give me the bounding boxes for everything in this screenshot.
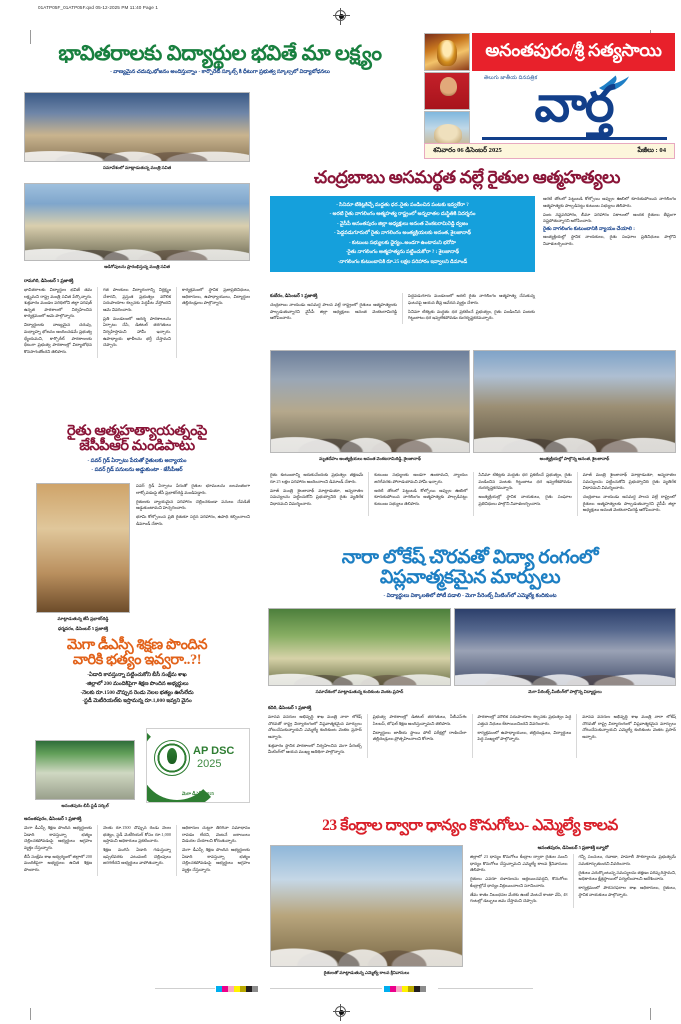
jcpr-byline: ధర్మవరం, డిసెంబర్ 5 ప్రజాశక్తి xyxy=(57,626,109,631)
masthead-logo: వార్త xyxy=(534,76,613,132)
dsc-headline-line2: వారికి భత్యం ఇవ్వరా..?! xyxy=(72,652,202,669)
cbn-right-para-2: పంట నష్టపరిహారం, బీమా పరిహారం సకాలంలో అందక రైతులు తీవ్రంగా నష్టపోతున్నారని ఆరోపించారు. xyxy=(543,211,676,224)
dsc-logo-footer: మెగా డీఎస్సీ 2025 xyxy=(181,791,215,796)
paddy-headline: 23 కేంద్రాల ద్వారా ధాన్యం కొనుగోలు- ఎమ్మెల్యే కాలవ xyxy=(322,817,618,834)
reg-swatch-grey xyxy=(252,986,258,992)
dsc-study-circle-photo xyxy=(35,740,135,800)
registration-dot-bottom xyxy=(339,1010,344,1015)
lokesh-para-1: మానవ వనరుల అభివృద్ధి శాఖ మంత్రి నారా లోకేష్ చొరవతో రాష్ట్ర విద్యారంగంలో విప్లవాత్మకమైన మార్పులు చోటుచేసుకున్నాయని ఎమ్మెల్యే కందికుంట వెంకట ప్రసాద్ అన్నారు. xyxy=(268,714,362,739)
cbn-cont-para-7: మాజీ మంత్రి శైలజానాథ్ మాట్లాడుతూ, అన్నదాతల సమస్యలను పట్టించుకోని ప్రభుత్వానిది రైతు వ్యతిరేక విధానమని విమర్శించారు. xyxy=(582,472,676,491)
jcpr-headline-line1: రైతు ఆత్మహత్యాయత్నంపై xyxy=(67,423,207,439)
dsc-story xyxy=(24,638,250,706)
crop-mark-bottom-left-edge xyxy=(30,1008,31,1020)
cbn-photo-left xyxy=(270,350,470,453)
cbn-cont-para-5: సినిమా టికెట్లకు మద్దతు ధర ప్రకటించే ప్రభుత్వం, రైతు పండించిన పంటకు గిట్టుబాటు ధర ఇవ్వలేకపోవడం దురదృష్టకరమన్నారు. xyxy=(478,472,572,491)
ribbon-cutting-photo xyxy=(24,183,250,261)
ribbon-story-body xyxy=(24,278,250,358)
cbn-para-2: పెద్దవడుగూరు మండలంలో అరటి రైతు నాగలింగం ఆత్మహత్య చేసుకున్న ఘటనపై ఆయన తీవ్ర ఆవేదన వ్యక్తం చేశారు. xyxy=(408,293,535,305)
lead-photo xyxy=(24,92,250,162)
paddy-col-1 xyxy=(470,854,568,908)
lead-subheads: - వాణ్యమైన చదువు,భోజనం అందిస్తున్నాం - కార్పొరేట్ స్కూల్స్ కి ధీటుగా ప్రభుత్వ స్కూల్సలో విద్యాబోధనలు xyxy=(110,69,330,76)
cbn-continuation xyxy=(270,472,676,516)
lokesh-para-7: మానవ వనరుల అభివృద్ధి శాఖ మంత్రి నారా లోకేష్ చొరవతో రాష్ట్ర విద్యారంగంలో విప్లవాత్మకమైన మార్పులు చోటుచేసుకున్నాయని ఎమ్మెల్యే కందికుంట వెంకట ప్రసాద్ అన్నారు. xyxy=(582,714,676,739)
cbn-cont-para-8: చంద్రబాబు నాయుడు అసమర్థ పాలన వల్లే రాష్ట్రంలో రైతులు ఆత్మహత్యలకు పాల్పడుతున్నారని వైసీపీ జిల్లా అధ్యక్షులు అనంత వెంకటరామిరెడ్డి ఆరోపించారు. xyxy=(582,494,676,513)
lokesh-para-2: శుక్రవారం స్థానిక పాఠశాలలో నిర్వహించిన మెగా పేరెంట్స్ మీటింగ్‌లో ఆయన ముఖ్య అతిథిగా పాల్గొన్నారు. xyxy=(268,742,362,755)
column-rule xyxy=(472,714,473,758)
dsc-logo-title: AP DSC xyxy=(193,745,235,757)
lokesh-headline-line2: విప్లవాత్మకమైన మార్పులు xyxy=(379,566,561,588)
paddy-para-4: గన్నీ సంచులు, రవాణా, హమాలీ సౌకర్యాలను ప్రభుత్వమే సమకూర్చుతుందని వివరించారు. xyxy=(578,854,676,866)
paddy-byline: అనంతపురం, డిసెంబర్ 5 ప్రజాశక్తి బ్యూరో xyxy=(537,845,609,850)
ribbon-photo-caption: అడిగోపులను ప్రారంభిస్తున్న మంత్రి సవిత xyxy=(104,264,170,269)
ap-government-emblem-icon xyxy=(154,740,190,776)
color-registration-bar-1 xyxy=(216,986,258,992)
dsc-photo-caption: అనంతపురం బీసీ స్టడీ సర్కిల్ xyxy=(61,803,109,808)
column-rule xyxy=(176,825,177,876)
crop-mark-bottom-right-edge xyxy=(650,1008,651,1020)
dsc-headline-line1: మెగా డీఎస్సీ శిక్షణ పొందిన xyxy=(66,637,208,653)
column-rule xyxy=(97,287,98,358)
column-rule xyxy=(573,854,574,908)
dsc-col-3 xyxy=(182,825,250,876)
lokesh-story xyxy=(264,548,676,601)
lead-story xyxy=(22,42,418,77)
masthead-tagline: తెలుగు జాతీయ దినపత్రిక xyxy=(484,75,538,81)
dsc-para-1: మెగా డీఎస్సీ శిక్షణ పొందిన అభ్యర్థులకు ఏడాది కావస్తున్నా భత్యం చెల్లించకపోవడంపై అభ్యర్థులు ఆగ్రహం వ్యక్తం చేస్తున్నారు. xyxy=(24,825,92,850)
page-count: పేజీలు : 04 xyxy=(637,146,666,154)
cbn-cont-para-4: అరటి తోటలో పెట్టుబడి కోల్పోయి అప్పుల ఊబిలో కూరుకుపోయిన నాగలింగం ఆత్మహత్యకు పాల్పడినట్టు కుటుంబ సభ్యులు తెలిపారు. xyxy=(374,487,468,506)
lokesh-photo-left xyxy=(268,608,451,686)
dsc-col-1 xyxy=(24,825,92,876)
paddy-para-1: జిల్లాలో 23 ధాన్యం కొనుగోలు కేంద్రాల ద్వారా రైతుల నుంచి ధాన్యం కొనుగోలు చేస్తున్నామని ఎమ్మెల్యే కాలవ శ్రీనివాసులు తెలిపారు. xyxy=(470,854,568,873)
cbn-cont-para-3: కుటుంబ సభ్యులకు అండగా ఉంటామని, న్యాయం జరిగేవరకు పోరాడుతామని హామీ ఇచ్చారు. xyxy=(374,472,468,484)
dsc-para-4: శిక్షణ ముగిసి ఏడాది గడుస్తున్నా ఇప్పటివరకు ఎటువంటి చెల్లింపులు జరగలేదని అభ్యర్థులు వాపోతున్నారు. xyxy=(103,847,171,866)
reg-swatch-grey xyxy=(420,986,426,992)
jcpr-headline-line2: జేసీపీఆర్ మండిపాటు xyxy=(79,438,195,455)
lokesh-headline-line1: నారా లోకేష్ చొరవతో విద్యా రంగంలో xyxy=(341,547,599,568)
cbn-story xyxy=(258,168,676,186)
column-rule xyxy=(367,714,368,758)
paddy-para-6: కార్యక్రమంలో పౌరసరఫరాల శాఖ అధికారులు, రైతులు, స్థానిక నాయకులు పాల్గొన్నారు. xyxy=(578,885,676,897)
cbn-right-para-3: అంత్యక్రియల్లో స్థానిక నాయకులు, రైతు సంఘాల ప్రతినిధులు పాల్గొని నివాళులర్పించారు. xyxy=(543,234,676,246)
cbn-para-3: సినిమా టికెట్లకు మద్దతు ధర ప్రకటించే ప్రభుత్వం, రైతు పండించిన పంటకు గిట్టుబాటు ధర ఇవ్వలేకపోవడం దురదృష్టకరమన్నారు. xyxy=(408,308,535,321)
registration-dot-top xyxy=(339,14,344,19)
lokesh-col-4 xyxy=(582,714,676,758)
dsc-byline: అనంతపురం, డిసెంబర్ 5 ప్రజాశక్తి xyxy=(24,816,82,821)
column-rule xyxy=(577,472,578,516)
publication-date: శనివారం 06 డిసెంబర్ 2025 xyxy=(433,146,502,154)
lokesh-para-3: ప్రభుత్వ పాఠశాలల్లో డిజిటల్ తరగతులు, సీబీఎస్‌ఈ సిలబస్, టోఫెల్ శిక్షణ అందిస్తున్నామని తెలిపారు. xyxy=(372,714,467,726)
dsc-para-6: మెగా డీఎస్సీ శిక్షణ పొందిన అభ్యర్థులకు ఏడాది కావస్తున్నా భత్యం చెల్లించకపోవడంపై అభ్యర్థులు ఆగ్రహం వ్యక్తం చేస్తున్నారు. xyxy=(182,847,250,872)
cbn-bullet-7: -నాగలింగం కుటుంబానికి రూ.25 లక్షల పరిహారం ఇవ్వాలని డిమాండ్ xyxy=(337,258,468,265)
masthead-edition-label: అనంతపురం/శ్రీ సత్యసాయి xyxy=(472,33,675,71)
ribbon-byline: రామగిరి, డిసెంబర్ 5 ప్రజాశక్తి xyxy=(24,278,74,283)
paddy-col-2 xyxy=(579,854,677,908)
masthead-thumbnails xyxy=(424,33,470,150)
jcpr-para-1: పవర్ గ్రిడ్ ఏర్పాటు పేరుతో రైతుల భూములను బలవంతంగా లాక్కోవడంపై జేసీ ప్రభాకర్‌రెడ్డి మండిపడ్డారు. xyxy=(136,483,250,495)
cbn-cont-para-2: మాజీ మంత్రి శైలజానాథ్ మాట్లాడుతూ, అన్నదాతల సమస్యలను పట్టించుకోని ప్రభుత్వానిది రైతు వ్యతిరేక విధానమని విమర్శించారు. xyxy=(270,487,364,506)
cbn-byline: కుబేరం, డిసెంబర్ 5 ప్రజాశక్తి xyxy=(270,293,318,298)
paddy-para-5: రైతులు ఎదుర్కొంటున్న సమస్యలను తక్షణం పరిష్కరిస్తామని, అధికారులు క్షేత్రస్థాయిలో పర్యటించాలని ఆదేశించారు. xyxy=(578,869,676,882)
ribbon-col-2 xyxy=(103,287,171,358)
cbn-cont-col-2 xyxy=(374,472,467,516)
cbn-bullet-6: -రైతు నాగలింగం ఆత్మహత్యను పట్టించుకోరా ? : శైలజానాథ్ xyxy=(345,249,460,256)
paddy-para-3: తేమ శాతం నిబంధనల మేరకు ఉంటే వెంటనే కాంటా వేసి, 48 గంటల్లో డబ్బులు జమ చేస్తామని చెప్పారు. xyxy=(470,891,568,904)
jcpr-subhead-1: - పవర్ గ్రిడ్ ఏర్పాటు పేరుతో రైతులకు అన్యాయం xyxy=(87,458,187,465)
ribbon-para-1: భావితరాలకు విద్యార్థుల భవితే తమ లక్ష్యమని రాష్ట్ర మంత్రి సవిత పేర్కొన్నారు. శుక్రవారం మండల పరిధిలోని జిల్లా పరిషత్ ఉన్నత పాఠశాలలో నిర్వహించిన కార్యక్రమంలో ఆమె పాల్గొన్నారు. xyxy=(24,287,92,319)
masthead-rule xyxy=(482,137,667,140)
bottom-trim-rule-right xyxy=(438,988,533,989)
column-rule xyxy=(97,825,98,876)
cbn-bullet-2: - అరటి రైతు నాగలింగం ఆత్మహత్య రాష్ట్రంలో అన్నదాతల దుస్థితికి నిదర్శనం xyxy=(329,211,476,218)
ap-dsc-logo-card xyxy=(146,728,250,803)
cbn-cont-para-1: రైతు కుటుంబాన్ని ఆదుకునేందుకు ప్రభుత్వం తక్షణమే రూ.25 లక్షల పరిహారం అందించాలని డిమాండ్ చేశారు. xyxy=(270,472,364,484)
bottom-trim-rule-mid xyxy=(270,988,382,989)
dsc-subhead-4: -స్టడీ మెటీరియల్‌కు ఇస్తామన్న రూ.1,000 ఇవ్వని వైనం xyxy=(82,698,192,705)
dsc-logo-year: 2025 xyxy=(197,758,222,770)
lokesh-photo-right xyxy=(454,608,676,686)
cbn-bullet-3: - వైసీపీ అనంతపురం జిల్లా అధ్యక్షులు అనంత వెంకటరామిరెడ్డి ద్వజం xyxy=(336,220,469,227)
lokesh-col-1 xyxy=(268,714,362,758)
cbn-inline-subhead: రైతు నాగలింగం కుటుంబానికి న్యాయం చేయాలి : xyxy=(543,227,635,233)
lokesh-caption-right: మెగా పేరెంట్స్ మీటింగ్‌లో పాల్గొన్న విద్యార్థులు xyxy=(528,689,602,694)
lead-photo-caption: సమావేశంలో మాట్లాడుతున్న మంత్రి సవిత xyxy=(102,165,172,170)
ribbon-col-1 xyxy=(24,287,92,358)
registration-target-top xyxy=(335,10,346,21)
color-registration-bar-2 xyxy=(384,986,426,992)
column-rule xyxy=(176,287,177,358)
ribbon-para-2: విద్యార్థులకు నాణ్యమైన చదువు, మధ్యాహ్న భోజనం అందించడమే ప్రభుత్వ ధ్యేయమని, కార్పొరేట్ పాఠశాలలకు ధీటుగా ప్రభుత్వ పాఠశాలల్లో విద్యాబోధన కొనసాగుతోందని తెలిపారు. xyxy=(24,322,92,354)
cbn-cont-col-4 xyxy=(583,472,676,516)
cbn-bullet-box xyxy=(270,196,535,272)
masthead-logo-area xyxy=(472,71,675,142)
cbn-para-1: చంద్రబాబు నాయుడు అసమర్థ పాలన వల్లే రాష్ట్రంలో రైతులు ఆత్మహత్యలకు పాల్పడుతున్నారని వైసీపీ జిల్లా అధ్యక్షులు అనంత వెంకటరామిరెడ్డి ఆరోపించారు. xyxy=(270,302,397,321)
lokesh-byline: కదిరి, డిసెంబర్ 5 ప్రజాశక్తి xyxy=(268,705,312,710)
dsc-para-5: అధికారుల చుట్టూ తిరిగినా సమాధానం రావడం లేదని, వెంటనే బకాయిలు విడుదల చేయాలని కోరుతున్నారు. xyxy=(182,825,250,844)
dsc-body xyxy=(24,816,250,876)
cbn-right-para-1: అరటి తోటలో పెట్టుబడి కోల్పోయి అప్పుల ఊబిలో కూరుకుపోయిన నాగలింగం ఆత్మహత్యకు పాల్పడినట్టు కుటుంబ సభ్యులు తెలిపారు. xyxy=(543,196,676,208)
paddy-story xyxy=(264,818,676,834)
dsc-para-3: నెలకు రూ.1500 చొప్పున రెండు నెలల భత్యం, స్టడీ మెటీరియల్ కోసం రూ.1,000 ఇస్తామని అధికారులు ప్రకటించారు. xyxy=(103,825,171,844)
jcpr-body xyxy=(136,483,250,530)
column-rule xyxy=(402,293,403,324)
ribbon-para-5: కార్యక్రమంలో స్థానిక ప్రజాప్రతినిధులు, అధికారులు, ఉపాధ్యాయులు, విద్యార్థుల తల్లిదండ్రులు పాల్గొన్నారు. xyxy=(182,287,250,306)
cbn-caption-left: మృతదేహం అంత్యక్రియలు అనంత వెంకటరామిరెడ్డి, శైలజానాథ్ xyxy=(319,456,421,461)
lead-headline: భావితరాలకు విద్యార్థుల భవితే మా లక్ష్యం xyxy=(58,41,382,65)
cbn-cont-col-3 xyxy=(479,472,572,516)
lokesh-subheads: - విద్యార్థులు విక్కాలతిలో పోటీ పడాలి - మెగా పేరెంట్స్ మీటింగ్‌లో ఎమ్మెల్యే కందికుంట xyxy=(383,592,557,599)
jcpr-para-2: రైతులకు న్యాయమైన పరిహారం చెల్లించకుండా పనులు చేపడితే అడ్డుకుంటామని హెచ్చరించారు. xyxy=(136,498,250,511)
ribbon-para-3: గత పాలకులు విద్యారంగాన్ని నిర్లక్ష్యం చేశారని, ప్రస్తుత ప్రభుత్వం మౌలిక సదుపాయాల కల్పనకు పెద్దపీట వేస్తోందని ఆమె వివరించారు. xyxy=(103,287,171,312)
ribbon-col-3 xyxy=(182,287,250,358)
dsc-subhead-1: -ఏడాది కావస్తున్నా పట్టించుకోని బీసీ సంక్షేమ శాఖ xyxy=(87,672,187,679)
cbn-photo-right xyxy=(473,350,676,453)
paddy-body xyxy=(470,845,676,908)
bottom-trim-rule-left xyxy=(155,988,215,989)
dsc-subhead-2: -జిల్లాలో 200 మందికిపైగా శిక్షణ పొందిన అభ్యర్థులు xyxy=(85,681,189,688)
registration-target-bottom xyxy=(335,1006,346,1017)
jcpr-photo-caption: మాట్లాడుతున్న జేసీ ప్రభాకర్‌రెడ్డి xyxy=(57,616,109,621)
cbn-bullet-5: - కుటుంబ సభ్యులకు ధైర్యం..అండగా ఉంటామని భరోసా xyxy=(348,239,457,246)
cbn-cont-para-6: అంత్యక్రియల్లో స్థానిక నాయకులు, రైతు సంఘాల ప్రతినిధులు పాల్గొని నివాళులర్పించారు. xyxy=(478,494,572,506)
cbn-bullet-1: - సినిమా టికెట్లకిచ్చే మద్దతు ధర..రైతు పండించిన పంటకు ఇవ్వలేరా ? xyxy=(336,202,469,208)
dsc-para-2: బీసీ సంక్షేమ శాఖ ఆధ్వర్యంలో జిల్లాలో 200 మందికిపైగా అభ్యర్థులు ఉచిత శిక్షణ పొందారు. xyxy=(24,853,92,872)
temple-deity-thumb xyxy=(424,33,470,71)
masthead xyxy=(424,33,675,163)
column-rule xyxy=(576,714,577,758)
jcpr-para-3: భూమి కోల్పోయిన ప్రతి రైతుకూ సరైన పరిహారం, ఉపాధి కల్పించాలని డిమాండ్ చేశారు. xyxy=(136,514,250,526)
cbn-headline: చంద్రబాబు అసమర్థత వల్లే రైతుల ఆత్మహత్యలు xyxy=(313,167,621,187)
prepress-file-header: 01ATP05F_01ATP05F.qxd 05-12-2025 PM 11:40 Page 1 xyxy=(38,5,158,10)
jcpr-subhead-2: - పవర్ గ్రిడ్ పనులను అడ్డుకుంటా - జేసీపీఆర్ xyxy=(91,467,183,474)
lokesh-col-2 xyxy=(373,714,467,758)
lokesh-para-6: కార్యక్రమంలో ఉపాధ్యాయులు, తల్లిదండ్రులు, విద్యార్థులు పెద్ద సంఖ్యలో పాల్గొన్నారు. xyxy=(477,729,572,742)
paddy-photo xyxy=(270,845,463,967)
column-rule xyxy=(368,472,369,516)
paddy-photo-caption: రైతులతో మాట్లాడుతున్న ఎమ్మెల్యే కాలవ శ్రీనివాసులు xyxy=(323,970,410,975)
sai-baba-thumb xyxy=(424,72,470,110)
paddy-para-2: రైతులు ఎవరూ దళారులను ఆశ్రయించవద్దని, కొనుగోలు కేంద్రాల్లోనే ధాన్యం విక్రయించాలని సూచించారు. xyxy=(470,876,568,888)
lokesh-body xyxy=(268,705,676,758)
cbn-right-column xyxy=(543,196,676,250)
cbn-cont-col-1 xyxy=(270,472,363,516)
lokesh-caption-left: సమావేశంలో మాట్లాడుతున్న కందికుంట వెంకట ప్రసాద్ xyxy=(315,689,404,694)
jcpr-story xyxy=(24,424,250,475)
dsc-subhead-3: -నెలకు రూ.1500 చొప్పున రెండు నెలల భత్యం ఊసేలేదు xyxy=(80,689,194,696)
cbn-bullet-4: - పెద్దవడుగూరులో రైతు నాగలింగం అంత్యక్రియలకు అనంత, శైలజానాథ్ xyxy=(333,230,472,237)
cbn-byline-row xyxy=(270,293,535,324)
lokesh-para-5: పాఠశాలల్లో మౌలిక సదుపాయాల కల్పనకు ప్రభుత్వం పెద్ద ఎత్తున నిధులు కేటాయించిందని వివరించారు. xyxy=(477,714,572,726)
cbn-caption-right: అంత్యక్రియల్లో పాల్గొన్న అనంత, శైలజానాథ్ xyxy=(539,456,610,461)
jcpr-portrait-photo xyxy=(36,483,130,613)
masthead-dateline xyxy=(424,143,675,159)
ribbon-para-4: ప్రతి మండలంలో ఆదర్శ పాఠశాలలను ఏర్పాటు చేసి, డిజిటల్ తరగతులు నిర్వహిస్తామని హామీ ఇచ్చారు. ఉపాధ్యాయ ఖాళీలను భర్తీ చేస్తామని చెప్పారు. xyxy=(103,315,171,348)
dsc-col-2 xyxy=(103,825,171,876)
lokesh-col-3 xyxy=(478,714,572,758)
column-rule xyxy=(473,472,474,516)
lokesh-para-4: విద్యార్థులు జాతీయ స్థాయి పోటీ పరీక్షల్లో రాణించేలా తల్లిదండ్రులు ప్రోత్సహించాలని కోరారు. xyxy=(372,729,467,742)
